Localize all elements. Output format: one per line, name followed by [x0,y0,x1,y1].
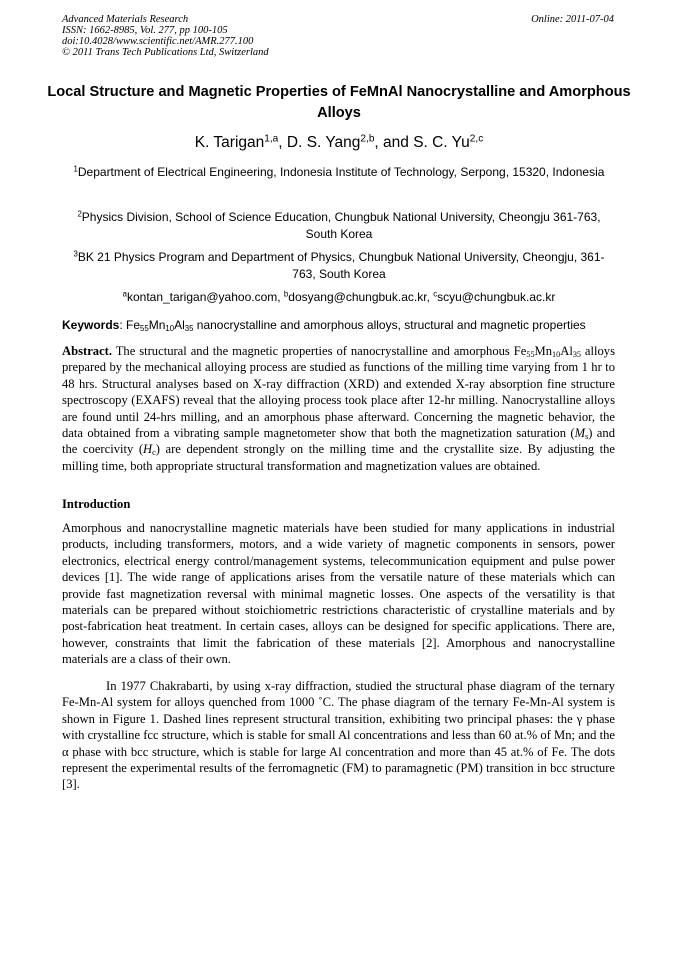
abstract-text: ) and the coercivity ( [62,426,615,457]
element-fe: Fe [126,318,141,332]
keywords-line: Keywords: $Fe_{55}Mn_{10}Al_{35}$ nanocrystalline and amorphous alloys, structural and magnetic properties [62,318,586,333]
affiliation-marker: 2 [77,209,82,219]
abstract-formula [514,344,581,358]
keywords-text: nanocrystalline and amorphous alloys, structural and magnetic properties [193,318,586,332]
author-affil-marker: 2,b [360,133,375,145]
email-marker: a [122,289,127,299]
abstract-label: Abstract. [62,344,113,358]
abstract-text: ) are dependent strongly on the milling time and the crystallite size. By adjusting the milling time, both appropriate structural transformation and magnetization values are obtained. [62,442,615,473]
paper-title: Local Structure and Magnetic Properties of FeMnAl Nanocrystalline and Amorphous Alloys [47,84,631,121]
author-list: K. Tarigan$^{1,a}$, D. S. Yang$^{2,b}$, and S. C. Yu$^{2,c}$ [194,133,484,151]
journal-doi: doi:10.4028/www.scientific.net/AMR.277.100 [62,36,254,47]
symbol-ms: M [574,426,586,441]
journal-issn: ISSN: 1662-8985, Vol. 277, pp 100-105 [62,25,228,36]
online-date: Online: 2011-07-04 [531,14,614,25]
symbol-ms-sub: s [585,432,589,442]
email-list: $^a$kontan_tarigan@yahoo.com, $^b$dosyang@chungbuk.ac.kr, $^c$scyu@chungbuk.ac.kr [122,289,556,304]
keywords-label: Keywords [62,318,120,332]
journal-name: Advanced Materials Research [62,14,189,25]
affiliation-text: Department of Electrical Engineering, Indonesia Institute of Technology, Serpong, 15320, Indonesia [77,165,605,179]
email-address: scyu@chungbuk.ac.kr [437,290,556,304]
keywords-formula [126,318,193,332]
abstract [62,343,615,474]
abstract-text: alloys prepared by the mechanical alloying process are studied as functions of the milling time varying from 1 hr to 48 hrs. Structural analyses based on X-ray diffraction (XRD) and extended X-ray absorption fine structure spectroscopy (EXAFS) reveal that the alloying process took place after 12-hr milling. Nanocrystalline alloys are found until 24-hrs milling, and an amorphous phase afterward. Concerning the magnetic behavior, the data obtained from a vibrating sample magnetometer show that both the magnetization saturation ( [62,344,616,441]
symbol-hc: H [143,442,153,457]
affiliation-marker: 3 [73,249,78,259]
affiliation [62,164,616,181]
abstract-text: The structural and the magnetic properties of nanocrystalline and amorphous [112,344,514,358]
symbol-hc-sub: c [152,448,156,458]
email-address: dosyang@chungbuk.ac.kr [288,290,427,304]
element-fe-count: 55 [140,323,149,333]
element-al: Al [174,318,185,332]
email-marker: b [283,289,289,299]
email-marker: c [433,289,438,299]
element-mn: Mn [148,318,166,332]
element-al: Al [560,344,573,358]
element-mn: Mn [534,344,553,358]
paragraph: In 1977 Chakrabarti, by using x-ray diffraction, studied the structural phase diagram of the ternary Fe-Mn-Al system for alloys quenched from 1000 ˚C. The phase diagram of the ternary Fe-Mn-Al system is shown in Figure 1. Dashed lines represent structural transition, exhibiting two principal phases: the γ phase with crystalline fcc structure, which is stable for small Al concentrations and less than 60 at.% of Mn; and the α phase with bcc structure, which is stable for large Al concentration and more than 45 at.% of Fe. The dots represent the experimental results of the ferromagnetic (FM) to paramagnetic (PM) transition in bcc structure [3]. [62,679,615,792]
section-heading: Introduction [62,497,131,511]
paragraph: Amorphous and nanocrystalline magnetic materials have been studied for many applications in industrial products, including transformers, motors, and a wide variety of magnetic components in sensors, power electronics, electrical energy control/management systems, telecommunication equipment and pulse power devices [1]. The wide range of applications arises from the versatile nature of these materials which can provide fast magnetization reversal with minimal magnetic losses. One aspects of the versatility is that materials can be prepared without stoichiometric restrictions characteristic of crystalline materials and by post-fabrication heat treatment. In certain cases, alloys can be designed for specific applications. There are, however, constraints that limit the fabrication of these materials [2]. Amorphous and nanocrystalline materials are a class of their own. [62,521,615,667]
element-al-count: 35 [184,323,194,333]
author-affil-marker: 2,c [469,133,484,145]
affiliation [62,209,616,243]
journal-header [62,14,269,58]
affiliation-marker: 1 [73,164,78,174]
element-mn-count: 10 [552,350,561,360]
element-al-count: 35 [572,350,581,360]
element-mn-count: 10 [165,323,175,333]
journal-copyright: © 2011 Trans Tech Publications Ltd, Switzerland [62,47,269,58]
affiliation [62,249,616,283]
author-affil-marker: 1,a [264,133,279,145]
email-address: kontan_tarigan@yahoo.com [126,290,278,304]
author-name: D. S. Yang [286,134,361,151]
affiliation-text: Physics Division, School of Science Education, Chungbuk National University, Cheongju 361-763, South Korea [81,210,601,241]
element-fe: Fe [513,344,527,358]
element-fe-count: 55 [526,350,535,360]
affiliation-text: BK 21 Physics Program and Department of Physics, Chungbuk National University, Cheongju, 361-763, South Korea [77,250,605,281]
author-name: K. Tarigan [194,134,265,151]
author-name: S. C. Yu [413,134,470,151]
